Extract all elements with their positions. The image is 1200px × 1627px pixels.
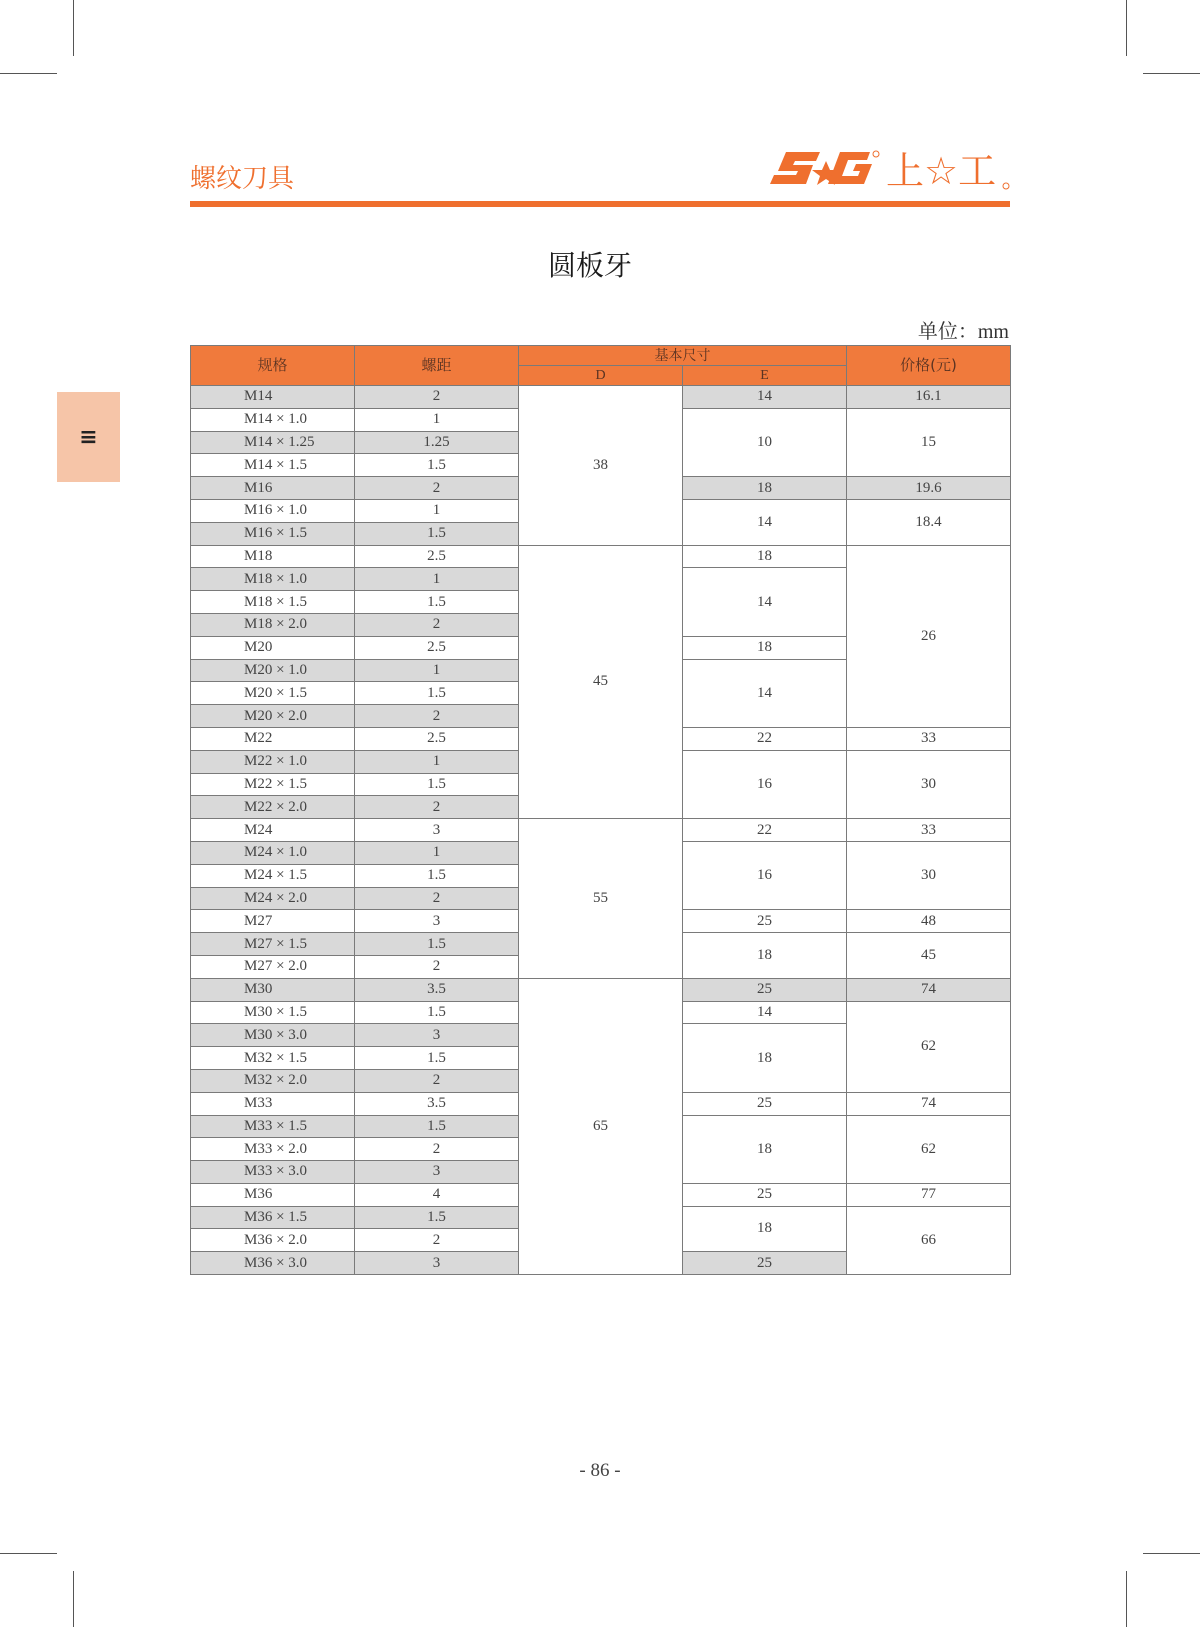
- header-e: E: [683, 366, 847, 386]
- pitch-cell: 2.5: [355, 636, 519, 659]
- header-basic-size: 基本尺寸: [519, 346, 847, 366]
- price-cell: 66: [847, 1206, 1011, 1274]
- crop-mark: [1143, 73, 1200, 74]
- spec-cell: M30 × 1.5: [191, 1001, 355, 1024]
- d-cell: 65: [519, 978, 683, 1274]
- pitch-cell: 2: [355, 955, 519, 978]
- pitch-cell: 1.5: [355, 1047, 519, 1070]
- spec-cell: M30: [191, 978, 355, 1001]
- spec-cell: M14 × 1.0: [191, 408, 355, 431]
- d-cell: 38: [519, 386, 683, 546]
- e-cell: 18: [683, 1024, 847, 1092]
- crop-mark: [73, 0, 74, 56]
- spec-cell: M33 × 3.0: [191, 1161, 355, 1184]
- spec-cell: M24 × 1.5: [191, 864, 355, 887]
- e-cell: 22: [683, 819, 847, 842]
- e-cell: 14: [683, 568, 847, 636]
- spec-cell: M36 × 3.0: [191, 1252, 355, 1275]
- price-cell: 77: [847, 1183, 1011, 1206]
- pitch-cell: 3: [355, 1161, 519, 1184]
- pitch-cell: 2.5: [355, 545, 519, 568]
- price-cell: 62: [847, 1115, 1011, 1183]
- pitch-cell: 3: [355, 1024, 519, 1047]
- spec-cell: M33 × 2.0: [191, 1138, 355, 1161]
- crop-mark: [1126, 0, 1127, 56]
- spec-cell: M24: [191, 819, 355, 842]
- crop-mark: [0, 1553, 57, 1554]
- pitch-cell: 1: [355, 750, 519, 773]
- spec-cell: M32 × 1.5: [191, 1047, 355, 1070]
- pitch-cell: 2: [355, 705, 519, 728]
- e-cell: 14: [683, 499, 847, 545]
- spec-cell: M24 × 2.0: [191, 887, 355, 910]
- e-cell: 25: [683, 978, 847, 1001]
- header-price: 价格(元): [847, 346, 1011, 386]
- spec-cell: M16: [191, 477, 355, 500]
- spec-cell: M20 × 1.0: [191, 659, 355, 682]
- pitch-cell: 1: [355, 408, 519, 431]
- e-cell: 25: [683, 1183, 847, 1206]
- e-cell: 22: [683, 727, 847, 750]
- spec-cell: M14 × 1.25: [191, 431, 355, 454]
- pitch-cell: 1.5: [355, 864, 519, 887]
- table-row: [191, 545, 1011, 568]
- price-cell: 30: [847, 750, 1011, 818]
- crop-mark: [73, 1571, 74, 1627]
- spec-cell: M36 × 1.5: [191, 1206, 355, 1229]
- spec-cell: M27 × 1.5: [191, 933, 355, 956]
- e-cell: 14: [683, 659, 847, 727]
- pitch-cell: 2: [355, 1069, 519, 1092]
- price-cell: 15: [847, 408, 1011, 476]
- pitch-cell: 1.5: [355, 591, 519, 614]
- spec-cell: M24 × 1.0: [191, 841, 355, 864]
- pitch-cell: 1.5: [355, 522, 519, 545]
- e-cell: 25: [683, 1092, 847, 1115]
- crop-mark: [1126, 1571, 1127, 1627]
- pitch-cell: 3: [355, 910, 519, 933]
- spec-cell: M22 × 1.5: [191, 773, 355, 796]
- page-title: 圆板牙: [547, 249, 632, 282]
- price-cell: 48: [847, 910, 1011, 933]
- pitch-cell: 1: [355, 499, 519, 522]
- spec-cell: M18 × 1.0: [191, 568, 355, 591]
- price-cell: 19.6: [847, 477, 1011, 500]
- e-cell: 25: [683, 1252, 847, 1275]
- spec-cell: M18 × 2.0: [191, 613, 355, 636]
- e-cell: 18: [683, 545, 847, 568]
- page-number: - 86 -: [579, 1460, 621, 1481]
- e-cell: 14: [683, 386, 847, 409]
- header-pitch: 螺距: [355, 346, 519, 386]
- pitch-cell: 3.5: [355, 1092, 519, 1115]
- logo-text: 上☆工: [886, 149, 997, 193]
- pitch-cell: 1.5: [355, 773, 519, 796]
- e-cell: 16: [683, 841, 847, 909]
- spec-cell: M20: [191, 636, 355, 659]
- e-cell: 18: [683, 1206, 847, 1252]
- pitch-cell: 1: [355, 568, 519, 591]
- spec-cell: M32 × 2.0: [191, 1069, 355, 1092]
- table-row: [191, 978, 1011, 1001]
- spec-cell: M36: [191, 1183, 355, 1206]
- spec-cell: M36 × 2.0: [191, 1229, 355, 1252]
- table-row: [191, 819, 1011, 842]
- pitch-cell: 2: [355, 477, 519, 500]
- spec-cell: M20 × 2.0: [191, 705, 355, 728]
- price-cell: 45: [847, 933, 1011, 979]
- spec-cell: M22 × 2.0: [191, 796, 355, 819]
- pitch-cell: 2: [355, 386, 519, 409]
- header-spec: 规格: [191, 346, 355, 386]
- spec-cell: M33 × 1.5: [191, 1115, 355, 1138]
- spec-cell: M30 × 3.0: [191, 1024, 355, 1047]
- price-cell: 33: [847, 819, 1011, 842]
- spec-cell: M27: [191, 910, 355, 933]
- table-row: [191, 386, 1011, 409]
- pitch-cell: 3.5: [355, 978, 519, 1001]
- crop-mark: [1143, 1553, 1200, 1554]
- crop-mark: [0, 73, 57, 74]
- spec-cell: M16 × 1.5: [191, 522, 355, 545]
- spec-cell: M33: [191, 1092, 355, 1115]
- pitch-cell: 1: [355, 841, 519, 864]
- spec-cell: M22: [191, 727, 355, 750]
- price-cell: 16.1: [847, 386, 1011, 409]
- header-d: D: [519, 366, 683, 386]
- spec-cell: M14: [191, 386, 355, 409]
- d-cell: 55: [519, 819, 683, 979]
- e-cell: 10: [683, 408, 847, 476]
- pitch-cell: 2.5: [355, 727, 519, 750]
- pitch-cell: 2: [355, 1229, 519, 1252]
- e-cell: 18: [683, 636, 847, 659]
- menu-icon: ≡: [79, 424, 98, 450]
- e-cell: 18: [683, 477, 847, 500]
- spec-cell: M27 × 2.0: [191, 955, 355, 978]
- spec-cell: M14 × 1.5: [191, 454, 355, 477]
- pitch-cell: 2: [355, 1138, 519, 1161]
- price-cell: 30: [847, 841, 1011, 909]
- pitch-cell: 2: [355, 613, 519, 636]
- pitch-cell: 1.5: [355, 1115, 519, 1138]
- price-cell: 74: [847, 1092, 1011, 1115]
- spec-cell: M20 × 1.5: [191, 682, 355, 705]
- spec-cell: M18: [191, 545, 355, 568]
- d-cell: 45: [519, 545, 683, 819]
- price-cell: 33: [847, 727, 1011, 750]
- spec-table: [190, 345, 1011, 1275]
- pitch-cell: 1.5: [355, 1206, 519, 1229]
- e-cell: 18: [683, 933, 847, 979]
- pitch-cell: 2: [355, 796, 519, 819]
- section-title: 螺纹刀具: [190, 164, 295, 194]
- price-cell: 26: [847, 545, 1011, 727]
- spec-cell: M18 × 1.5: [191, 591, 355, 614]
- side-tab[interactable]: [57, 392, 120, 482]
- pitch-cell: 1.5: [355, 454, 519, 477]
- spec-cell: M22 × 1.0: [191, 750, 355, 773]
- brand-logo: [768, 146, 1013, 194]
- spec-cell: M16 × 1.0: [191, 499, 355, 522]
- e-cell: 25: [683, 910, 847, 933]
- pitch-cell: 3: [355, 819, 519, 842]
- price-cell: 74: [847, 978, 1011, 1001]
- pitch-cell: 4: [355, 1183, 519, 1206]
- e-cell: 16: [683, 750, 847, 818]
- unit-label: 单位：mm: [917, 321, 1009, 343]
- pitch-cell: 1.5: [355, 933, 519, 956]
- pitch-cell: 1: [355, 659, 519, 682]
- e-cell: 18: [683, 1115, 847, 1183]
- header-rule: [190, 201, 1010, 207]
- pitch-cell: 2: [355, 887, 519, 910]
- pitch-cell: 1.25: [355, 431, 519, 454]
- e-cell: 14: [683, 1001, 847, 1024]
- pitch-cell: 1.5: [355, 682, 519, 705]
- price-cell: 18.4: [847, 499, 1011, 545]
- price-cell: 62: [847, 1001, 1011, 1092]
- pitch-cell: 3: [355, 1252, 519, 1275]
- pitch-cell: 1.5: [355, 1001, 519, 1024]
